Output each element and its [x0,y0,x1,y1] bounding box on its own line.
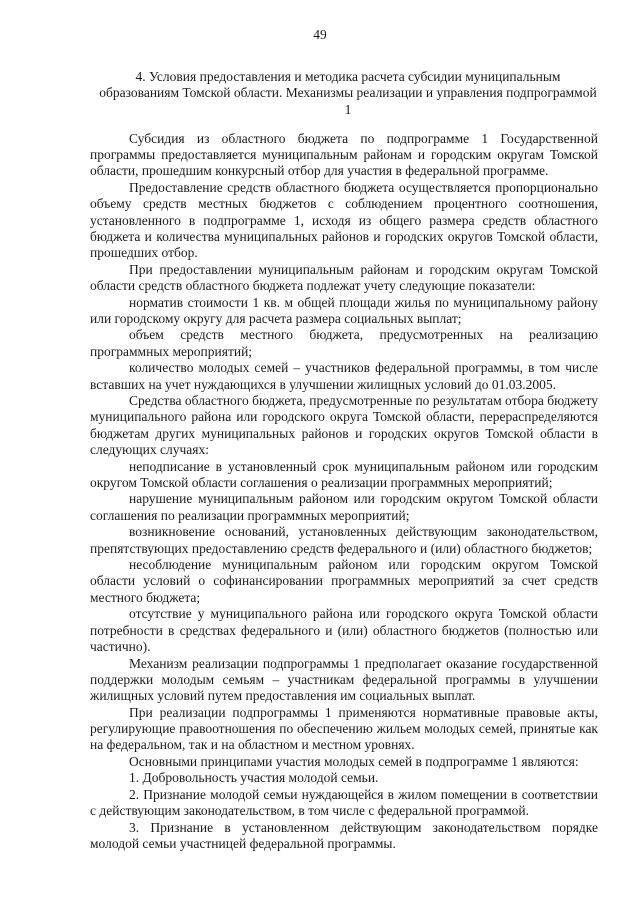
paragraph: Субсидия из областного бюджета по подпрограмме 1 Государственной программы предоставляется муниципальным районам и городским округам Томской области, прошедшим конкурсный отбор для участия в федеральной программе. [90,131,598,179]
page-number: 49 [313,27,327,42]
paragraph: Предоставление средств областного бюджета осуществляется пропорционально объему средств местных бюджетов с соблюдением процентного соотношения, установленного в подпрограмме 1, исходя из общего размера средств областного бюджета и количества муниципальных районов и городских округов Томской области, прошедших отбор. [90,180,598,260]
paragraph: объем средств местного бюджета, предусмотренных на реализацию программных мероприятий; [90,327,598,359]
paragraph: 3. Признание в установленном действующим законодательством порядке молодой семьи участницей федеральной программы. [90,820,598,852]
paragraph: Средства областного бюджета, предусмотренные по результатам отбора бюджету муниципального района или городского округа Томской области, перераспределяются бюджетам других муниципальных районов и городских округов Томской области в следующих случаях: [90,393,598,457]
section-title: 4. Условия предоставления и методика расчета субсидии муниципальным образованиям Томской области. Механизмы реализации и управления подпрограммой 1 [99,69,597,117]
paragraph: нарушение муниципальным районом или городским округом Томской области соглашения по реализации программных мероприятий; [90,491,598,523]
paragraph: 1. Добровольность участия молодой семьи. [129,770,379,786]
paragraph: отсутствие у муниципального района или городского округа Томской области потребности в средствах федерального и (или) областного бюджетов (полностью или частично). [90,606,598,654]
paragraph: возникновение оснований, установленных действующим законодательством, препятствующих предоставлению средств федерального и (или) областного бюджетов; [90,524,598,556]
paragraph: несоблюдение муниципальным районом или городским округом Томской области условий о софинансировании программных мероприятий за счет средств местного бюджета; [90,557,598,605]
paragraph: норматив стоимости 1 кв. м общей площади жилья по муниципальному району или городскому округу для расчета размера социальных выплат; [90,294,598,326]
paragraph: количество молодых семей – участников федеральной программы, в том числе вставших на учет нуждающихся в улучшении жилищных условий до 01.03.2005. [90,360,598,392]
document-body [90,131,598,853]
paragraph: 2. Признание молодой семьи нуждающейся в жилом помещении в соответствии с действующим законодательством, в том числе с федеральной программой. [90,787,598,819]
paragraph: неподписание в установленный срок муниципальным районом или городским округом Томской области соглашения о реализации программных мероприятий; [90,458,598,490]
paragraph: При предоставлении муниципальным районам и городским округам Томской области средств областного бюджета подлежат учету следующие показатели: [90,261,598,293]
paragraph: При реализации подпрограммы 1 применяются нормативные правовые акты, регулирующие правоотношения по обеспечению жильем молодых семей, принятые как на федеральном, так и на областном и местном уровнях. [90,704,598,753]
paragraph: Основными принципами участия молодых семей в подпрограмме 1 являются: [129,753,579,769]
paragraph: Механизм реализации подпрограммы 1 предполагает оказание государственной поддержки молодым семьям – участникам федеральной программы в улучшении жилищных условий путем предоставления им социальных выплат. [90,655,598,703]
